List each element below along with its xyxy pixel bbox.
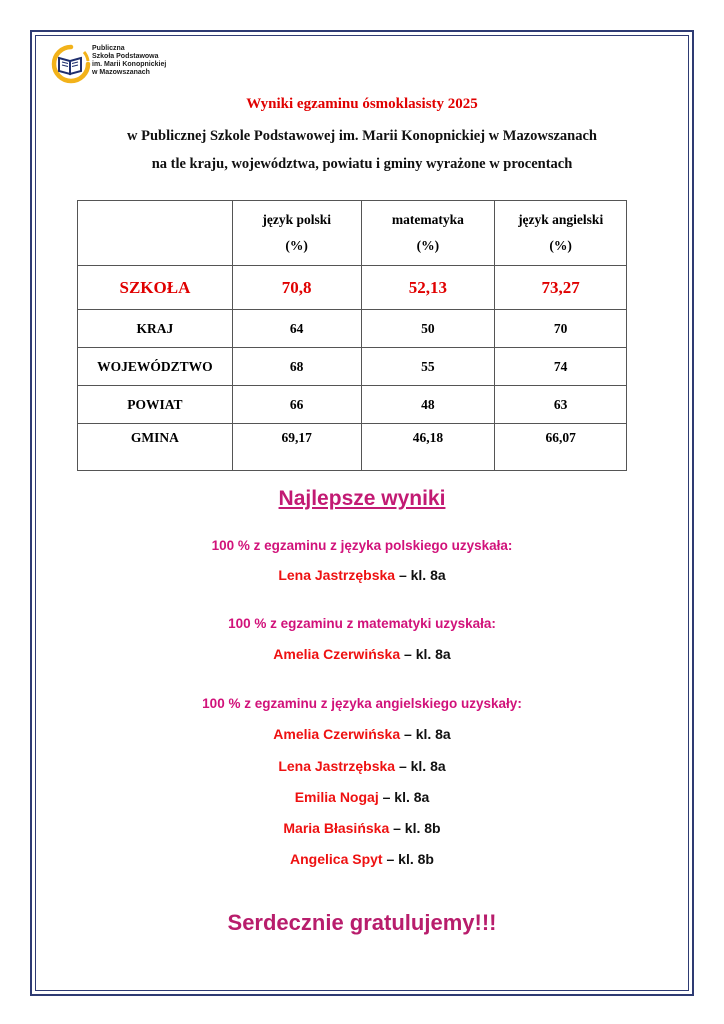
school-logo xyxy=(50,44,190,86)
category-heading-polish: 100 % z egzaminu z języka polskiego uzyskała: xyxy=(211,538,513,553)
logo-line: w Mazowszanach xyxy=(92,69,150,76)
winner-class: – kl. 8a xyxy=(378,789,430,805)
table-row-county xyxy=(78,386,627,424)
winner-name: Lena Jastrzębska xyxy=(278,758,396,774)
logo-line: im. Marii Konopnickiej xyxy=(92,61,167,68)
category-heading-math: 100 % z egzaminu z matematyki uzyskała: xyxy=(228,616,496,631)
page-subtitle-school: w Publicznej Szkole Podstawowej im. Marii Konopnickiej w Mazowszanach xyxy=(126,128,597,144)
winner-class: – kl. 8b xyxy=(389,820,441,836)
row-label: GMINA xyxy=(78,424,233,471)
winner-class: – kl. 8a xyxy=(395,758,446,774)
logo-line: Publiczna xyxy=(92,45,125,52)
school-logo-icon xyxy=(50,44,92,84)
winner-class: – kl. 8b xyxy=(382,851,434,867)
cell-value: 69,17 xyxy=(232,424,361,471)
winner-name: Lena Jastrzębska xyxy=(278,567,396,583)
cell-value: 63 xyxy=(495,386,627,424)
header-cell-math xyxy=(361,201,495,266)
header-cell-empty xyxy=(78,201,233,266)
best-results-title: Najlepsze wyniki xyxy=(278,487,446,510)
cell-value: 50 xyxy=(361,310,495,348)
logo-text xyxy=(92,45,192,77)
column-unit: (%) xyxy=(285,238,308,253)
row-label: WOJEWÓDZTWO xyxy=(78,348,233,386)
column-unit: (%) xyxy=(549,238,572,253)
winner-class: – kl. 8a xyxy=(395,567,446,583)
winner-name: Amelia Czerwińska xyxy=(273,646,401,662)
header-cell-polish xyxy=(232,201,361,266)
winner-entry xyxy=(0,567,724,583)
cell-value: 70,8 xyxy=(232,266,361,310)
winner-entry xyxy=(0,851,724,867)
cell-value: 66,07 xyxy=(495,424,627,471)
winner-entry xyxy=(0,726,724,742)
cell-value: 64 xyxy=(232,310,361,348)
cell-value: 68 xyxy=(232,348,361,386)
header-cell-english xyxy=(495,201,627,266)
cell-value: 74 xyxy=(495,348,627,386)
row-label: SZKOŁA xyxy=(78,266,233,310)
cell-value: 48 xyxy=(361,386,495,424)
winner-name: Maria Błasińska xyxy=(283,820,390,836)
winner-name: Angelica Spyt xyxy=(290,851,383,867)
cell-value: 55 xyxy=(361,348,495,386)
cell-value: 70 xyxy=(495,310,627,348)
cell-value: 66 xyxy=(232,386,361,424)
winner-entry xyxy=(0,789,724,805)
table-row-country xyxy=(78,310,627,348)
category-heading-english: 100 % z egzaminu z języka angielskiego uzyskały: xyxy=(202,696,522,711)
table-row-school xyxy=(78,266,627,310)
winner-name: Amelia Czerwińska xyxy=(273,726,401,742)
winner-entry xyxy=(0,758,724,774)
cell-value: 46,18 xyxy=(361,424,495,471)
winner-entry xyxy=(0,820,724,836)
winner-class: – kl. 8a xyxy=(400,726,451,742)
cell-value: 52,13 xyxy=(361,266,495,310)
table-header-row xyxy=(78,201,627,266)
table-row-commune xyxy=(78,424,627,471)
congratulations-text: Serdecznie gratulujemy!!! xyxy=(227,910,497,935)
page-subtitle-comparison: na tle kraju, województwa, powiatu i gminy wyrażone w procentach xyxy=(151,156,573,172)
results-table xyxy=(77,200,627,471)
row-label: KRAJ xyxy=(78,310,233,348)
winner-name: Emilia Nogaj xyxy=(294,789,379,805)
column-name: język polski xyxy=(262,212,331,227)
logo-line: Szkoła Podstawowa xyxy=(92,53,159,60)
page-border-inner xyxy=(35,35,689,991)
table-row-voivodeship xyxy=(78,348,627,386)
row-label: POWIAT xyxy=(78,386,233,424)
page-title: Wyniki egzaminu ósmoklasisty 2025 xyxy=(246,96,478,112)
cell-value: 73,27 xyxy=(495,266,627,310)
winner-entry xyxy=(0,646,724,662)
column-unit: (%) xyxy=(416,238,440,253)
column-name: matematyka xyxy=(391,212,464,227)
column-name: język angielski xyxy=(518,212,604,227)
winner-class: – kl. 8a xyxy=(400,646,451,662)
